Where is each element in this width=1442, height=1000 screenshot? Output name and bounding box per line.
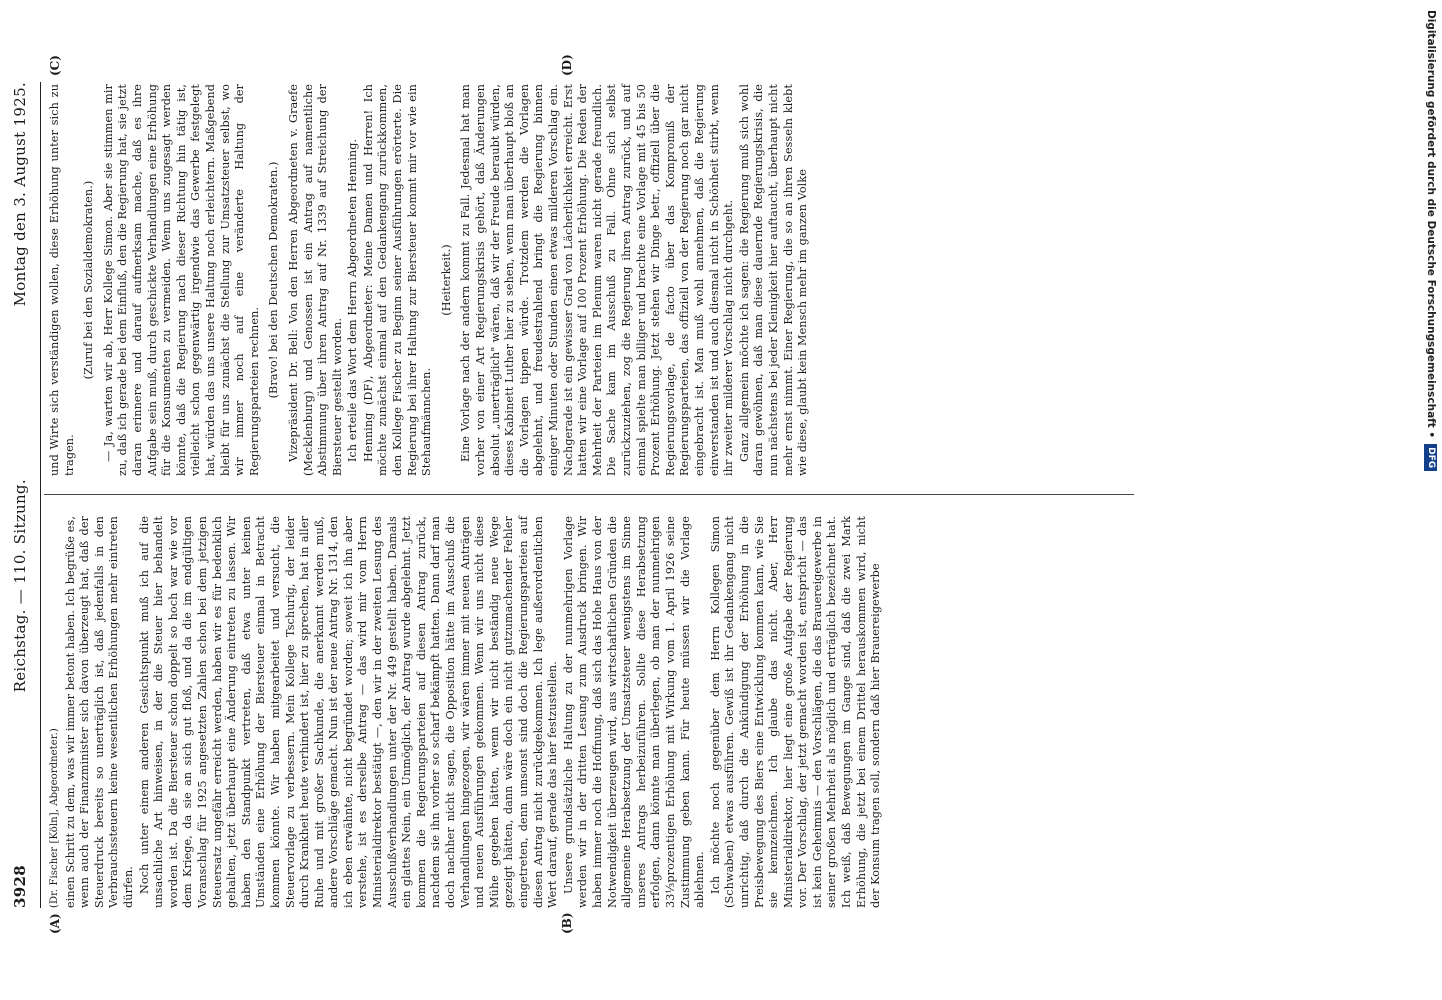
page-number: 3928	[11, 865, 29, 908]
interjection: (Heiterkeit.)	[439, 244, 453, 316]
dfg-logo: DFG	[1425, 444, 1438, 471]
running-head: (Dr. Fischer [Köln], Abgeordneter.)	[49, 728, 60, 908]
header-rule	[40, 82, 41, 908]
paragraph: Ganz allgemein möchte ich sagen: die Regierung muß sich wohl daran gewöhnen, daß man diese dauernde Regierungskrisis, die nun nächstens bei jeder Kleinigkeit hier auftaucht, überhaupt nicht mehr ernst nimmt. Einer Regierung, die so an ihren Sesseln klebt wie diese, glaubt kein Mensch mehr im ganzen Volke	[737, 84, 810, 476]
paragraph: Ich erteile das Wort dem Herrn Abgeordneten Henning.	[346, 138, 360, 462]
paragraph: einen Schritt zu dem, was wir immer betont haben. Ich begrüße es, wenn auch der Finanzminister sich davon überzeugt hat, daß der Steuerdruck bereits so unerträglich ist, daß jedenfalls in den Verbrauchssteuern keine wesentlichen Erhöhungen mehr eintreten dürfen.	[63, 516, 135, 908]
paragraph: Unsere grundsätzliche Haltung zu der nunmehrigen Vorlage werden wir in der dritten Lesung zum Ausdruck bringen. Wir haben immer noch die Hoffnung, daß sich das Hohe Haus von der Notwendigkeit überzeugen wird, aus wirtschaftlichen Gründen die allgemeine Herabsetzung der Umsatzsteuer wenigstens im Sinne unseres Antrags herbeizuführen. Sollte diese Herabsetzung erfolgen, dann könnte man überlegen, ob man der nunmehrigen 33⅓prozentigen Erhöhung mit Wirkung vom 1. April 1926 seine Zustimmung geben kann. Für heute müssen wir die Vorlage ablehnen.	[561, 516, 707, 908]
paragraph: und Wirte sich verständigen wollen, diese Erhöhung unter sich zu tragen.	[48, 84, 76, 476]
page-header	[0, 82, 40, 908]
session-title: Reichstag. — 110. Sitzung.	[11, 479, 29, 693]
paragraph: Noch unter einem anderen Gesichtspunkt muß ich auf die unsachliche Art hinweisen, in der die Steuer hier behandelt worden ist. Da die Biersteuer schon doppelt so hoch war wie vor dem Kriege, da sie an sich gut floß, und da die im endgültigen Voranschlag für 1925 angesetzten Zahlen schon bei dem jetzigen Steuersatz ungefähr erreicht werden, haben wir es für bedenklich gehalten, jetzt überhaupt eine Änderung eintreten zu lassen. Wir haben den Standpunkt vertreten, daß etwa unter keinen Umständen eine Erhöhung der Biersteuer einmal in Betracht kommen könnte. Wir haben mitgearbeitet und versucht, die Steuervorlage zu verbessern. Mein Kollege Tschurig, der leider durch Krankheit heute verhindert ist, hier zu sprechen, hat in aller Ruhe und mit großer Sachkunde, die anerkannt werden muß, andere Vorschläge gemacht. Nun ist der neue Antrag Nr. 1314, den ich eben erwähnte, nicht begründet worden; soweit ich ihn aber verstehe, ist es derselbe Antrag — das wird mir vom Herrn Ministerialdirektor bestätigt —, den wir in der zweiten Lesung des Ausschußverhandlungen unter der Nr. 449 gestellt haben. Damals ein glattes Nein, ein Unmöglich, der Antrag wurde abgelehnt. Jetzt kommen die Regierungsparteien auf diesen Antrag zurück, nachdem sie ihn vorher so scharf bekämpft hatten. Dann darf man doch nachher nicht sagen, die Opposition hätte im Ausschuß die Verhandlungen hingezogen, wir wären immer mit neuen Anträgen und neuen Ausführungen gekommen. Wenn wir uns nicht diese Mühe gegeben hätten, wenn wir nicht beständig neue Wege gezeigt hätten, dann wäre doch ein nicht gutzumachender Fehler eingetreten, denn umsonst sind doch die Regierungsparteien auf diesen Antrag nicht zurückgekommen. Ich lege außerordentlichen Wert darauf, gerade das hier festzustellen.	[137, 516, 560, 908]
digitization-credit	[1420, 10, 1442, 990]
rotated-page	[0, 54, 1150, 934]
left-column	[48, 516, 1138, 908]
paragraph: Eine Vorlage nach der andern kommt zu Fall. Jedesmal hat man vorher von einer Art Regierungskrisis gehört, daß Änderungen absolut „unerträglich" wären, daß wir der Freude beraubt würden, dieses Kabinett Luther hier zu sehen, wenn man überhaupt bloß an die Vorlagen tippen würde. Trotzdem werden die Vorlagen abgelehnt, und freudestrahlend bringt die Regierung binnen einiger Minuten oder Stunden einen etwas milderen Vorschlag ein. Nachgerade ist ein gewisser Grad von Lächerlichkeit erreicht. Erst hatten wir eine Vorlage auf 100 Prozent Erhöhung. Die Reden der Mehrheit der Parteien im Plenum waren nicht gerade freundlich. Die Sache kam im Ausschuß zu Fall. Ohne sich selbst zurückzuziehen, zog die Regierung ihren Antrag zurück, und auf einmal spielte man billiger und brachte eine Vorlage mit 45 bis 50 Prozent Erhöhung. Jetzt stehen wir Dinge betr., offiziell über die Regierungsvorlage, de facto über das Kompromiß der Regierungsparteien, das offiziell von der Regierung noch gar nicht eingebracht ist. Man muß wohl annehmen, daß die Regierung einverstanden ist und auch diesmal nicht in Schönheit stirbt, wenn ihr zweiter milderer Vorschlag nicht durchgeht.	[459, 84, 736, 476]
paragraph: Ich möchte noch gegenüber dem Herrn Kollegen Simon (Schwaben) etwas ausführen. Gewiß ist ihr Gedankengang nicht unrichtig, daß durch die Ankündigung der Erhöhung in die Preisbewegung des Biers eine Entwicklung kommen kann, wie Sie sie kennzeichnen. Ich glaube das nicht. Aber, Herr Ministerialdirektor, hier liegt eine große Aufgabe der Regierung vor. Der Vorschlag, der jetzt gemacht worden ist, entspricht — das ist kein Geheimnis — den Vorschlägen, die das Brauereigewerbe in seiner großen Mehrheit als möglich und erträglich bezeichnet hat. Ich weiß, daß Bewegungen im Gange sind, daß die zwei Mark Erhöhung, die jetzt bei einem Drittel herauskommen wird, nicht der Konsum tragen soll, sondern daß hier Brauereigewerbe	[708, 516, 883, 908]
paragraph: Henning (DF), Abgeordneter: Meine Damen und Herren! Ich möchte zunächst einmal auf den Gedankengang zurückkommen, den Kollege Fischer zu Beginn seiner Ausführungen erörterte. Die Regierung bei ihrer Haltung zur Biersteuer kommt mir vor wie ein Stehaufmännchen.	[361, 84, 434, 476]
paragraph: — Ja, warten wir ab, Herr Kollege Simon. Aber sie stimmen mir zu, daß ich gerade bei dem Einfluß, den die Regierung hat, sie jetzt daran erinnere und darauf aufmerksam mache, daß es ihre Aufgabe sein muß, durch geschickte Verhandlungen eine Erhöhung für die Konsumenten zu vermeiden. Wenn uns zugesagt werden könnte, daß die Regierung nach dieser Richtung hin tätig ist, vielleicht schon gegenwärtig irgendwie das Gewerbe festgelegt hat, würden das uns unsere Haltung noch erleichtern. Maßgebend bleibt für uns zunächst die Stellung zur Umsatzsteuer selbst, wo wir immer noch auf eine veränderte Haltung der Regierungsparteien rechnen.	[101, 84, 261, 476]
session-date: Montag den 3. August 1925.	[11, 82, 29, 307]
margin-marker-b: (B)	[560, 912, 574, 934]
right-column	[48, 84, 1138, 476]
margin-marker-d: (D)	[560, 54, 574, 76]
column-divider	[44, 494, 1134, 495]
margin-marker-c: (C)	[48, 55, 62, 76]
interjection: (Bravo! bei den Deutschen Demokraten.)	[267, 161, 281, 399]
credit-text: Digitalisierung gefördert durch die Deutsche Forschungsgemeinschaft •	[1425, 10, 1437, 439]
margin-marker-a: (A)	[48, 913, 62, 934]
interjection: (Zuruf bei den Sozialdemokraten.)	[82, 180, 96, 380]
paragraph: Vizepräsident Dr. Bell: Von den Herren Abgeordneten v. Graefe (Mecklenburg) und Genossen ist ein Antrag auf namentliche Abstimmung über ihren Antrag auf Nr. 1339 auf Streichung der Biersteuer gestellt worden.	[286, 84, 344, 476]
